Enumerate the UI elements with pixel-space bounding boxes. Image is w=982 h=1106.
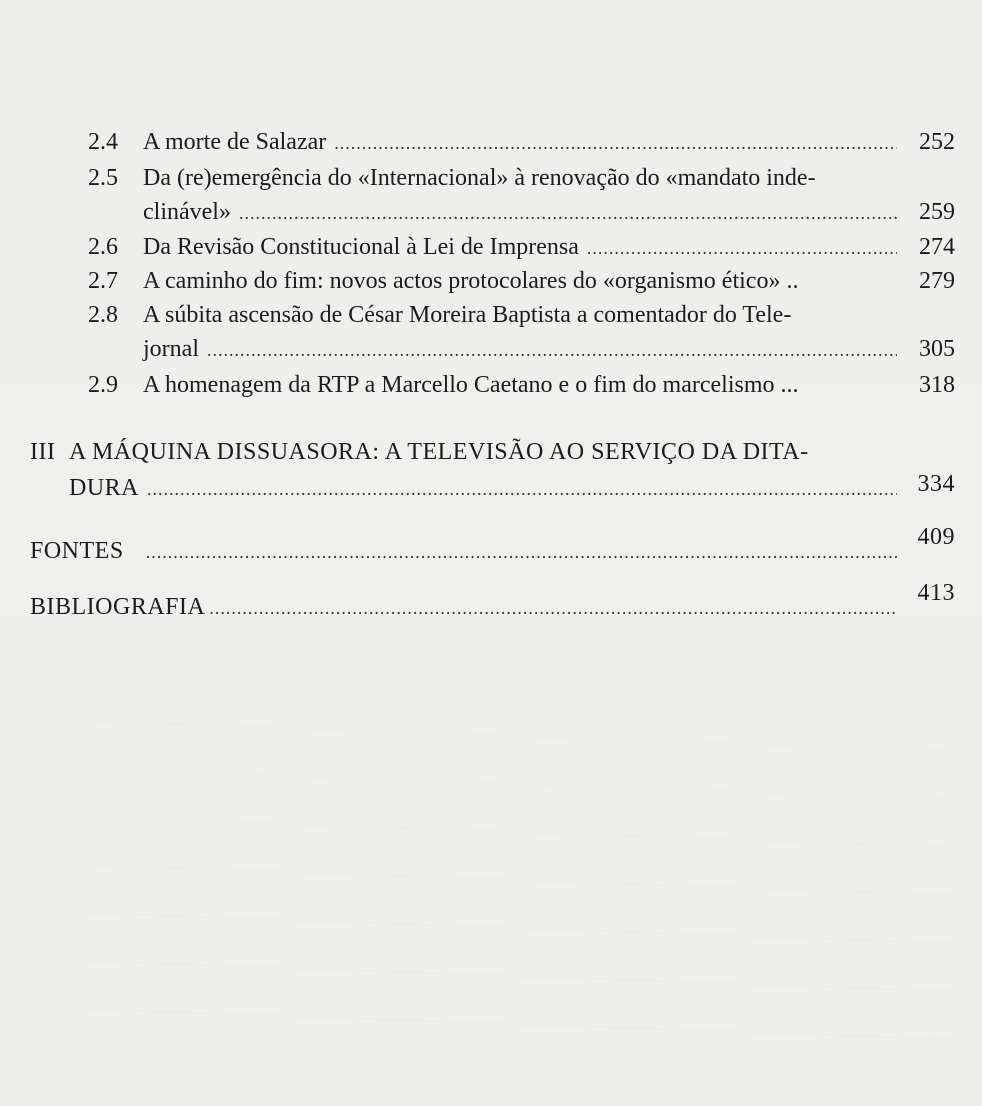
- dot-leader: [587, 233, 897, 263]
- toc-entry-title-line-1: A súbita ascensão de César Moreira Baptista a comentador do Tele-: [143, 302, 792, 328]
- toc-page-number: 305: [919, 336, 955, 362]
- show-through-decoration: [90, 720, 950, 1050]
- toc-entry-number: 2.6: [88, 234, 118, 260]
- toc-entry-number: 2.7: [88, 268, 118, 294]
- toc-entry-2-5: [0, 163, 982, 229]
- dot-leader: [146, 537, 897, 567]
- toc-part-title-line-1: A MÁQUINA DISSUASORA: A TELEVISÃO AO SERVIÇO DA DITA-: [69, 439, 809, 465]
- toc-part-3: [0, 437, 982, 507]
- toc-entry-2-4: [0, 127, 982, 157]
- toc-fontes: [0, 522, 982, 572]
- toc-entry-number: 2.5: [88, 165, 118, 191]
- toc-page-number: 413: [917, 580, 955, 606]
- toc-page-number: 252: [919, 129, 955, 155]
- toc-page-number: 274: [919, 234, 955, 260]
- dot-leader: [207, 335, 897, 365]
- toc-part-number: III: [30, 439, 56, 465]
- toc-entry-title-line-2: jornal: [143, 336, 199, 362]
- toc-entry-2-7: [0, 266, 982, 296]
- toc-entry-title: Da Revisão Constitucional à Lei de Imprensa: [143, 234, 579, 260]
- dot-leader: [334, 128, 897, 158]
- dot-leader: [147, 474, 897, 504]
- toc-entry-title: A morte de Salazar: [143, 129, 327, 155]
- toc-bibliografia-label: BIBLIOGRAFIA: [30, 594, 206, 620]
- toc-entry-number: 2.8: [88, 302, 118, 328]
- toc-entry-2-8: [0, 300, 982, 366]
- dot-leader: [209, 593, 897, 623]
- toc-entry-title: A homenagem da RTP a Marcello Caetano e o fim do marcelismo ...: [143, 372, 799, 398]
- dot-leader: [239, 198, 897, 228]
- toc-page-number: 409: [917, 524, 955, 550]
- toc-entry-title: A caminho do fim: novos actos protocolares do «organismo ético» ..: [143, 268, 799, 294]
- toc-part-title-line-2: DURA: [69, 475, 140, 501]
- toc-bibliografia: [0, 578, 982, 628]
- toc-page-number: 259: [919, 199, 955, 225]
- toc-entry-2-9: [0, 370, 982, 400]
- toc-page-number: 318: [919, 372, 955, 398]
- toc-page-number: 279: [919, 268, 955, 294]
- toc-entry-number: 2.9: [88, 372, 118, 398]
- toc-entry-number: 2.4: [88, 129, 118, 155]
- toc-entry-2-6: [0, 232, 982, 262]
- toc-fontes-label: FONTES: [30, 538, 124, 564]
- toc-entry-title-line-1: Da (re)emergência do «Internacional» à renovação do «mandato inde-: [143, 165, 816, 191]
- toc-page-number: 334: [917, 471, 955, 497]
- toc-entry-title-line-2: clinável»: [143, 199, 231, 225]
